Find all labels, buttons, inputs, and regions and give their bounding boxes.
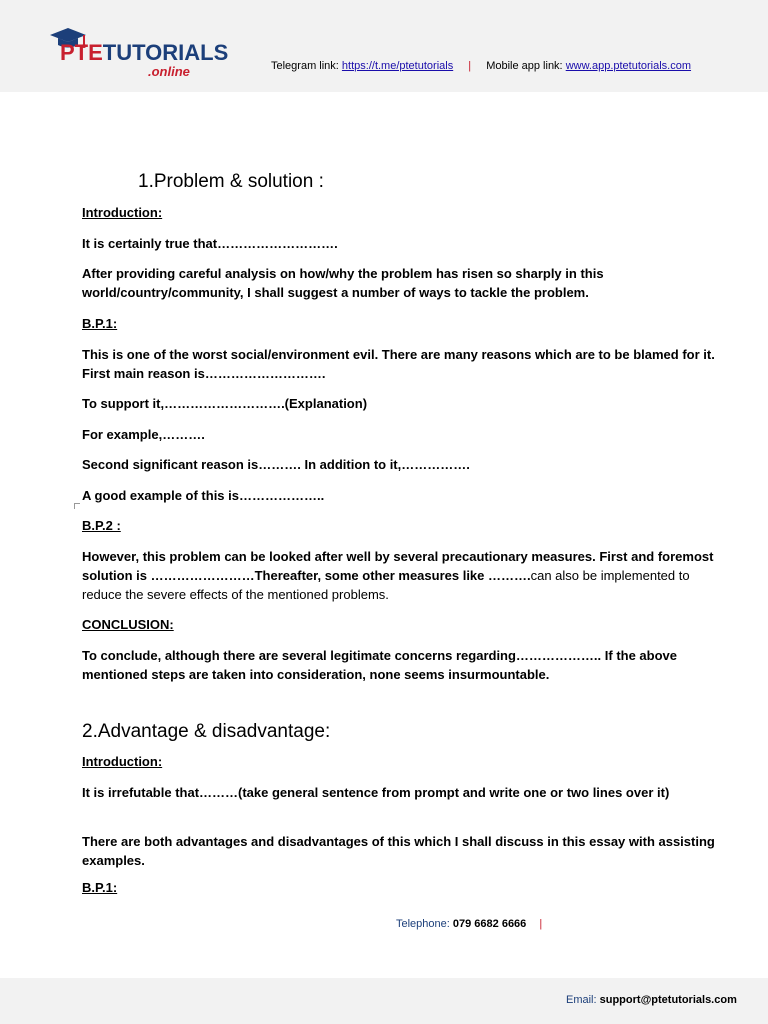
section1-title: 1.Problem & solution : (138, 171, 324, 192)
logo-tutorials: TUTORIALS (102, 40, 229, 65)
bp1-label: B.P.1: (82, 316, 118, 331)
paragraph-4: To support it,……………………….(Explanation) (82, 396, 368, 411)
text-boundary-mark (74, 503, 80, 509)
telegram-link[interactable]: https://t.me/ptetutorials (341, 60, 454, 72)
telephone-label: Telephone: (396, 918, 450, 930)
telephone-separator: | (539, 918, 543, 930)
paragraph-8 (82, 547, 722, 604)
bp2-label: B.P.2 : (82, 518, 121, 533)
paragraph-2: After providing careful analysis on how/why the problem has risen so sharply in this world/country/community, I shall suggest a number of ways to tackle the problem. (82, 266, 604, 300)
mobile-app-link[interactable]: www.app.ptetutorials.com (565, 60, 692, 72)
telegram-label: Telegram link: (271, 60, 339, 72)
header-separator: | (468, 60, 472, 72)
conclusion-label: CONCLUSION: (82, 617, 174, 632)
paragraph-5: For example,………. (82, 427, 205, 442)
section2-intro-label: Introduction: (82, 754, 163, 769)
logo-wordmark (60, 40, 228, 66)
paragraph-11: There are both advantages and disadvantages of this which I shall discuss in this essay with assisting examples. (82, 834, 715, 868)
paragraph-1: It is certainly true that………………………. (82, 236, 338, 251)
bp1b-label: B.P.1: (82, 880, 118, 895)
paragraph-3: This is one of the worst social/environment evil. There are many reasons which are to be blamed for it. First main reason is………………………. (82, 347, 715, 381)
logo-pte: PTE (60, 40, 103, 65)
header-links (271, 60, 691, 72)
logo-online: .online (148, 64, 190, 79)
telephone-value: 079 6682 6666 (452, 918, 527, 930)
section1-intro-label: Introduction: (82, 205, 163, 220)
email-line (566, 994, 737, 1006)
paragraph-8-bold: However, this problem can be looked after well by several precautionary measures. First and foremost solution is ……………………Thereafter, some other measures like ………. (82, 549, 714, 583)
paragraph-9: To conclude, although there are several legitimate concerns regarding……………….. If the above mentioned steps are taken into consideration, none seems insurmountable. (82, 648, 678, 682)
paragraph-6: Second significant reason is………. In addition to it,……………. (82, 457, 470, 472)
paragraph-7: A good example of this is……………….. (82, 488, 325, 503)
paragraph-8-normal: can also be implemented to reduce the severe effects of the mentioned problems. (82, 568, 690, 602)
logo (46, 26, 229, 82)
email-value[interactable]: support@ptetutorials.com (599, 994, 737, 1006)
mobile-label: Mobile app link: (486, 60, 563, 72)
email-label: Email: (566, 994, 597, 1006)
telephone-line (396, 918, 542, 930)
section2-title: 2.Advantage & disadvantage: (82, 721, 331, 742)
paragraph-10: It is irrefutable that………(take general sentence from prompt and write one or two lines over it) (82, 785, 670, 800)
